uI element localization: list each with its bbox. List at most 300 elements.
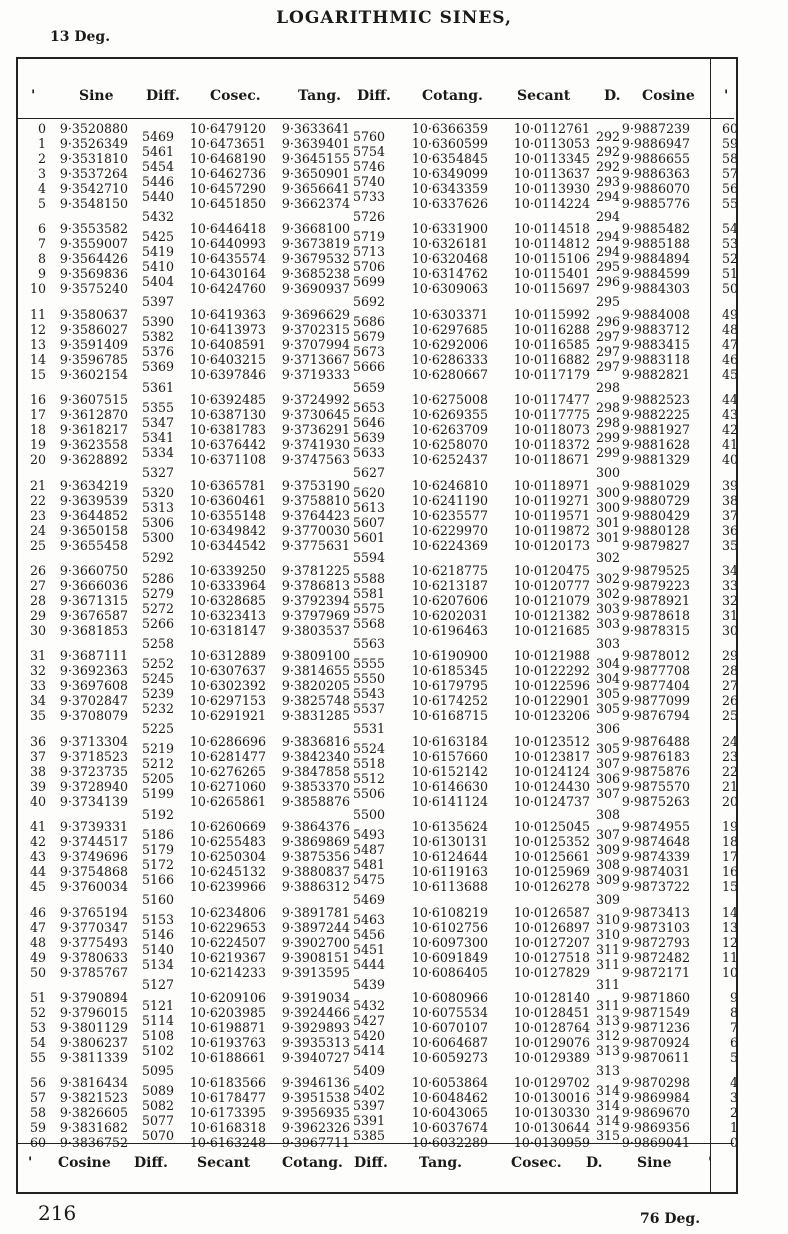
cotang-cell: 10·6246810 xyxy=(411,477,488,493)
d-cell: 301 xyxy=(596,515,621,531)
sine-cell: 9·3607515 xyxy=(59,392,128,408)
minutes_rev-cell: 41 xyxy=(721,437,738,453)
cosine-cell: 9·9883415 xyxy=(621,336,690,352)
diff1-cell: 5089 xyxy=(142,1082,175,1098)
cotang-cell: 10·6252437 xyxy=(411,452,488,468)
cosec-cell: 10·6413973 xyxy=(189,321,266,337)
minutes_rev-cell: 47 xyxy=(721,336,738,352)
d-cell: 292 xyxy=(596,158,621,174)
minutes-cell: 19 xyxy=(29,437,46,453)
tang-cell: 9·3902700 xyxy=(281,934,350,950)
minutes-cell: 17 xyxy=(29,407,46,423)
cosine-cell: 9·9883118 xyxy=(621,351,690,367)
cosine-cell: 9·9872171 xyxy=(621,964,690,980)
tang-cell: 9·3825748 xyxy=(281,693,350,709)
diff2-cell: 5397 xyxy=(353,1097,386,1113)
secant-cell: 10·0114812 xyxy=(513,236,590,252)
minutes_rev-cell: 31 xyxy=(721,608,738,623)
minutes-cell: 56 xyxy=(29,1075,46,1091)
cosine-cell: 9·9873722 xyxy=(621,879,690,895)
d-cell: 307 xyxy=(596,756,621,772)
cotang-cell: 10·6119163 xyxy=(411,864,488,880)
secant-cell: 10·0118372 xyxy=(513,437,590,453)
diff2-cell: 5581 xyxy=(353,585,386,601)
cosec-cell: 10·6318147 xyxy=(189,623,266,638)
minutes_rev-cell: 16 xyxy=(721,864,738,880)
minutes-cell: 35 xyxy=(29,708,46,724)
secant-cell: 10·0122292 xyxy=(513,663,590,679)
cotang-cell: 10·6059273 xyxy=(411,1050,488,1065)
d-cell: 315 xyxy=(596,1127,621,1143)
tang-cell: 9·3962326 xyxy=(281,1120,350,1136)
diff2-cell: 5391 xyxy=(353,1112,386,1128)
minutes_rev-cell: 5 xyxy=(729,1050,738,1065)
secant-cell: 10·0118971 xyxy=(513,477,590,493)
tang-cell: 9·3679532 xyxy=(281,251,350,267)
secant-cell: 10·0126897 xyxy=(513,919,590,935)
secant-cell: 10·0130959 xyxy=(513,1135,590,1151)
minutes-cell: 43 xyxy=(29,849,46,865)
diff2-cell: 5639 xyxy=(353,429,386,445)
cosine-cell: 9·9873413 xyxy=(621,904,690,920)
cosec-cell: 10·6188661 xyxy=(189,1050,266,1065)
cosine-cell: 9·9872482 xyxy=(621,949,690,965)
tang-cell: 9·3803537 xyxy=(281,623,350,638)
header-secant: Secant xyxy=(517,88,571,104)
cosec-cell: 10·6276265 xyxy=(189,763,266,779)
cosine-cell: 9·9874955 xyxy=(621,819,690,835)
minutes_rev-cell: 33 xyxy=(721,578,738,593)
cotang-cell: 10·6314762 xyxy=(411,266,488,282)
cosine-cell: 9·9884008 xyxy=(621,306,690,322)
diff2-cell: 5414 xyxy=(353,1042,386,1058)
minutes-cell: 6 xyxy=(37,221,46,237)
cosine-cell: 9·9871860 xyxy=(621,990,690,1005)
diff1-cell: 5225 xyxy=(142,721,175,737)
tang-cell: 9·3633641 xyxy=(281,121,350,136)
cosine-cell: 9·9880128 xyxy=(621,522,690,538)
cosine-cell: 9·9877404 xyxy=(621,678,690,694)
d-cell: 298 xyxy=(596,379,621,395)
cosec-cell: 10·6260669 xyxy=(189,819,266,835)
cosine-cell: 9·9876183 xyxy=(621,748,690,764)
diff2-cell: 5633 xyxy=(353,444,386,460)
cosec-cell: 10·6339250 xyxy=(189,563,266,578)
diff1-cell: 5192 xyxy=(142,806,175,822)
minutes_rev-cell: 21 xyxy=(721,778,738,794)
d-cell: 313 xyxy=(596,1062,621,1078)
minutes_rev-cell: 58 xyxy=(721,151,738,166)
minutes-cell: 21 xyxy=(29,477,46,493)
secant-cell: 10·0112761 xyxy=(513,121,590,136)
diff1-cell: 5454 xyxy=(142,158,175,174)
secant-cell: 10·0124430 xyxy=(513,778,590,794)
sine-cell: 9·3831682 xyxy=(59,1120,128,1136)
diff2-cell: 5620 xyxy=(353,485,386,501)
cosine-cell: 9·9886070 xyxy=(621,181,690,196)
cosine-cell: 9·9875263 xyxy=(621,793,690,809)
tang-cell: 9·3858876 xyxy=(281,793,350,809)
diff1-cell: 5232 xyxy=(142,700,175,716)
tang-cell: 9·3797969 xyxy=(281,608,350,623)
tang-cell: 9·3908151 xyxy=(281,949,350,965)
sine-cell: 9·3785767 xyxy=(59,964,128,980)
minutes-cell: 49 xyxy=(29,949,46,965)
minutes-cell: 14 xyxy=(29,351,46,367)
tang-cell: 9·3809100 xyxy=(281,648,350,664)
d-cell: 307 xyxy=(596,786,621,802)
d-cell: 294 xyxy=(596,243,621,259)
minutes_rev-cell: 18 xyxy=(721,834,738,850)
diff2-cell: 5402 xyxy=(353,1082,386,1098)
diff2-cell: 5481 xyxy=(353,856,386,872)
diff1-cell: 5361 xyxy=(142,379,175,395)
degree-bottom: 76 Deg. xyxy=(640,1211,701,1227)
cosine-cell: 9·9884303 xyxy=(621,281,690,297)
cosine-cell: 9·9875570 xyxy=(621,778,690,794)
diff1-cell: 5258 xyxy=(142,635,175,651)
diff2-cell: 5692 xyxy=(353,294,386,310)
minutes-cell: 15 xyxy=(29,366,46,382)
diff1-cell: 5127 xyxy=(142,977,175,993)
diff1-cell: 5355 xyxy=(142,399,175,415)
cosine-cell: 9·9879223 xyxy=(621,578,690,593)
cosine-cell: 9·9881029 xyxy=(621,477,690,493)
d-cell: 303 xyxy=(596,635,621,651)
diff1-cell: 5153 xyxy=(142,912,175,928)
sine-cell: 9·3702847 xyxy=(59,693,128,709)
cotang-cell: 10·6075534 xyxy=(411,1005,488,1020)
minutes-cell: 38 xyxy=(29,763,46,779)
minutes-cell: 33 xyxy=(29,678,46,694)
tang-cell: 9·3685238 xyxy=(281,266,350,282)
cosec-cell: 10·6365781 xyxy=(189,477,266,493)
d-cell: 308 xyxy=(596,856,621,872)
footer-d: D. xyxy=(586,1155,603,1171)
cotang-cell: 10·6043065 xyxy=(411,1105,488,1121)
minutes-cell: 30 xyxy=(29,623,46,638)
minutes-cell: 10 xyxy=(29,281,46,297)
diff2-cell: 5555 xyxy=(353,655,386,671)
cotang-cell: 10·6331900 xyxy=(411,221,488,237)
sine-cell: 9·3806237 xyxy=(59,1035,128,1050)
d-cell: 295 xyxy=(596,258,621,274)
cosine-cell: 9·9869041 xyxy=(621,1135,690,1151)
minutes_rev-cell: 46 xyxy=(721,351,738,367)
tang-cell: 9·3929893 xyxy=(281,1020,350,1035)
cosine-cell: 9·9878012 xyxy=(621,648,690,664)
cotang-cell: 10·6349099 xyxy=(411,166,488,181)
cosec-cell: 10·6392485 xyxy=(189,392,266,408)
footer-cotang: Cotang. xyxy=(282,1155,343,1171)
sine-cell: 9·3790894 xyxy=(59,990,128,1005)
cosec-cell: 10·6198871 xyxy=(189,1020,266,1035)
diff1-cell: 5272 xyxy=(142,600,175,616)
tang-cell: 9·3696629 xyxy=(281,306,350,322)
minutes-cell: 5 xyxy=(37,196,46,211)
d-cell: 302 xyxy=(596,550,621,566)
cosine-cell: 9·9879827 xyxy=(621,537,690,553)
diff1-cell: 5410 xyxy=(142,258,175,274)
secant-cell: 10·0126587 xyxy=(513,904,590,920)
minutes_rev-cell: 27 xyxy=(721,678,738,694)
secant-cell: 10·0120777 xyxy=(513,578,590,593)
page-number: 216 xyxy=(38,1201,77,1225)
cosine-cell: 9·9878921 xyxy=(621,593,690,608)
minutes-cell: 57 xyxy=(29,1090,46,1106)
cosec-cell: 10·6457290 xyxy=(189,181,266,196)
cotang-cell: 10·6303371 xyxy=(411,306,488,322)
cosec-cell: 10·6250304 xyxy=(189,849,266,865)
secant-cell: 10·0123206 xyxy=(513,708,590,724)
d-cell: 298 xyxy=(596,399,621,415)
secant-cell: 10·0125661 xyxy=(513,849,590,865)
tang-cell: 9·3940727 xyxy=(281,1050,350,1065)
minutes-cell: 24 xyxy=(29,522,46,538)
sine-cell: 9·3634219 xyxy=(59,477,128,493)
minutes_rev-cell: 37 xyxy=(721,507,738,523)
secant-cell: 10·0115992 xyxy=(513,306,590,322)
secant-cell: 10·0116882 xyxy=(513,351,590,367)
tang-cell: 9·3639401 xyxy=(281,136,350,151)
header-tang: Tang. xyxy=(298,88,341,104)
cotang-cell: 10·6113688 xyxy=(411,879,488,895)
diff2-cell: 5469 xyxy=(353,891,386,907)
diff2-cell: 5673 xyxy=(353,344,386,360)
diff1-cell: 5419 xyxy=(142,243,175,259)
minutes-cell: 9 xyxy=(37,266,46,282)
d-cell: 300 xyxy=(596,500,621,516)
cosec-cell: 10·6435574 xyxy=(189,251,266,267)
secant-cell: 10·0115106 xyxy=(513,251,590,267)
diff2-cell: 5550 xyxy=(353,670,386,686)
tang-cell: 9·3662374 xyxy=(281,196,350,211)
tang-cell: 9·3924466 xyxy=(281,1005,350,1020)
cotang-cell: 10·6292006 xyxy=(411,336,488,352)
minutes-cell: 47 xyxy=(29,919,46,935)
cosec-cell: 10·6239966 xyxy=(189,879,266,895)
sine-cell: 9·3623558 xyxy=(59,437,128,453)
d-cell: 309 xyxy=(596,871,621,887)
d-cell: 299 xyxy=(596,429,621,445)
cosine-cell: 9·9870298 xyxy=(621,1075,690,1091)
cotang-cell: 10·6202031 xyxy=(411,608,488,623)
minutes_rev-cell: 40 xyxy=(721,452,738,468)
minutes_rev-cell: 43 xyxy=(721,407,738,423)
cotang-cell: 10·6130131 xyxy=(411,834,488,850)
tang-cell: 9·3820205 xyxy=(281,678,350,694)
minutes_rev-cell: 0 xyxy=(729,1135,738,1151)
cosec-cell: 10·6229653 xyxy=(189,919,266,935)
secant-cell: 10·0115401 xyxy=(513,266,590,282)
tang-cell: 9·3951538 xyxy=(281,1090,350,1106)
cosine-cell: 9·9884599 xyxy=(621,266,690,282)
cotang-cell: 10·6086405 xyxy=(411,964,488,980)
sine-cell: 9·3718523 xyxy=(59,748,128,764)
secant-cell: 10·0116585 xyxy=(513,336,590,352)
d-cell: 300 xyxy=(596,464,621,480)
tang-cell: 9·3913595 xyxy=(281,964,350,980)
minutes-cell: 54 xyxy=(29,1035,46,1050)
minutes-cell: 50 xyxy=(29,964,46,980)
sine-cell: 9·3596785 xyxy=(59,351,128,367)
minutes-cell: 40 xyxy=(29,793,46,809)
cotang-cell: 10·6224369 xyxy=(411,537,488,553)
minutes-cell: 25 xyxy=(29,537,46,553)
diff2-cell: 5706 xyxy=(353,258,386,274)
diff2-cell: 5563 xyxy=(353,635,386,651)
tang-cell: 9·3719333 xyxy=(281,366,350,382)
minutes-cell: 52 xyxy=(29,1005,46,1020)
sine-cell: 9·3628892 xyxy=(59,452,128,468)
diff1-cell: 5390 xyxy=(142,314,175,330)
minutes-cell: 55 xyxy=(29,1050,46,1065)
header-d: D. xyxy=(604,88,621,104)
secant-cell: 10·0114518 xyxy=(513,221,590,237)
diff1-cell: 5286 xyxy=(142,570,175,586)
footer-minute-left: ' xyxy=(28,1155,33,1171)
d-cell: 305 xyxy=(596,685,621,701)
diff1-cell: 5172 xyxy=(142,856,175,872)
secant-cell: 10·0129389 xyxy=(513,1050,590,1065)
cosine-cell: 9·9875876 xyxy=(621,763,690,779)
diff2-cell: 5699 xyxy=(353,273,386,289)
sine-cell: 9·3723735 xyxy=(59,763,128,779)
cotang-cell: 10·6190900 xyxy=(411,648,488,664)
diff2-cell: 5754 xyxy=(353,143,386,159)
sine-cell: 9·3526349 xyxy=(59,136,128,151)
minutes_rev-cell: 17 xyxy=(721,849,738,865)
cosine-cell: 9·9869984 xyxy=(621,1090,690,1106)
cosec-cell: 10·6479120 xyxy=(189,121,266,136)
minutes-cell: 45 xyxy=(29,879,46,895)
diff2-cell: 5409 xyxy=(353,1062,386,1078)
cosec-cell: 10·6265861 xyxy=(189,793,266,809)
d-cell: 303 xyxy=(596,600,621,616)
cosec-cell: 10·6419363 xyxy=(189,306,266,322)
d-cell: 309 xyxy=(596,891,621,907)
minutes_rev-cell: 51 xyxy=(721,266,738,282)
tang-cell: 9·3946136 xyxy=(281,1075,350,1091)
cotang-cell: 10·6213187 xyxy=(411,578,488,593)
diff1-cell: 5140 xyxy=(142,942,175,958)
minutes_rev-cell: 36 xyxy=(721,522,738,538)
right-inner-rule xyxy=(710,57,711,1194)
minutes-cell: 39 xyxy=(29,778,46,794)
minutes_rev-cell: 56 xyxy=(721,181,738,196)
cosine-cell: 9·9887239 xyxy=(621,121,690,136)
secant-cell: 10·0121079 xyxy=(513,593,590,608)
tang-cell: 9·3956935 xyxy=(281,1105,350,1121)
minutes-cell: 23 xyxy=(29,507,46,523)
minutes-cell: 59 xyxy=(29,1120,46,1136)
sine-cell: 9·3713304 xyxy=(59,733,128,749)
diff2-cell: 5646 xyxy=(353,414,386,430)
cotang-cell: 10·6037674 xyxy=(411,1120,488,1136)
cotang-cell: 10·6091849 xyxy=(411,949,488,965)
sine-cell: 9·3816434 xyxy=(59,1075,128,1091)
page-title: LOGARITHMIC SINES, xyxy=(276,8,512,28)
diff1-cell: 5219 xyxy=(142,741,175,757)
cosine-cell: 9·9878315 xyxy=(621,623,690,638)
diff2-cell: 5487 xyxy=(353,841,386,857)
diff1-cell: 5292 xyxy=(142,550,175,566)
tang-cell: 9·3967711 xyxy=(281,1135,350,1151)
cosine-cell: 9·9869356 xyxy=(621,1120,690,1136)
diff2-cell: 5500 xyxy=(353,806,386,822)
tang-cell: 9·3919034 xyxy=(281,990,350,1005)
cosec-cell: 10·6473651 xyxy=(189,136,266,151)
sine-cell: 9·3739331 xyxy=(59,819,128,835)
minutes_rev-cell: 55 xyxy=(721,196,738,211)
diff2-cell: 5537 xyxy=(353,700,386,716)
cosine-cell: 9·9885482 xyxy=(621,221,690,237)
tang-cell: 9·3880837 xyxy=(281,864,350,880)
cosec-cell: 10·6163248 xyxy=(189,1135,266,1151)
minutes_rev-cell: 29 xyxy=(721,648,738,664)
header-minute-left: ' xyxy=(31,88,36,104)
tang-cell: 9·3713667 xyxy=(281,351,350,367)
diff2-cell: 5613 xyxy=(353,500,386,516)
cosine-cell: 9·9884894 xyxy=(621,251,690,267)
secant-cell: 10·0126278 xyxy=(513,879,590,895)
minutes-cell: 4 xyxy=(37,181,46,196)
cotang-cell: 10·6309063 xyxy=(411,281,488,297)
cosine-cell: 9·9880429 xyxy=(621,507,690,523)
tang-cell: 9·3897244 xyxy=(281,919,350,935)
minutes_rev-cell: 25 xyxy=(721,708,738,724)
secant-cell: 10·0122901 xyxy=(513,693,590,709)
cosine-cell: 9·9885188 xyxy=(621,236,690,252)
d-cell: 302 xyxy=(596,570,621,586)
cosine-cell: 9·9882821 xyxy=(621,366,690,382)
minutes_rev-cell: 38 xyxy=(721,492,738,508)
diff1-cell: 5341 xyxy=(142,429,175,445)
minutes_rev-cell: 45 xyxy=(721,366,738,382)
secant-cell: 10·0130644 xyxy=(513,1120,590,1136)
sine-cell: 9·3564426 xyxy=(59,251,128,267)
tang-cell: 9·3836816 xyxy=(281,733,350,749)
minutes-cell: 46 xyxy=(29,904,46,920)
sine-cell: 9·3650158 xyxy=(59,522,128,538)
sine-cell: 9·3836752 xyxy=(59,1135,128,1151)
d-cell: 308 xyxy=(596,806,621,822)
cosine-cell: 9·9879525 xyxy=(621,563,690,578)
diff1-cell: 5469 xyxy=(142,128,175,144)
cosec-cell: 10·6328685 xyxy=(189,593,266,608)
minutes_rev-cell: 13 xyxy=(721,919,738,935)
minutes_rev-cell: 28 xyxy=(721,663,738,679)
cosine-cell: 9·9876488 xyxy=(621,733,690,749)
diff1-cell: 5382 xyxy=(142,329,175,345)
d-cell: 302 xyxy=(596,585,621,601)
cotang-cell: 10·6241190 xyxy=(411,492,488,508)
cosec-cell: 10·6387130 xyxy=(189,407,266,423)
cosec-cell: 10·6381783 xyxy=(189,422,266,438)
minutes-cell: 44 xyxy=(29,864,46,880)
minutes-cell: 18 xyxy=(29,422,46,438)
cosec-cell: 10·6302392 xyxy=(189,678,266,694)
cotang-cell: 10·6064687 xyxy=(411,1035,488,1050)
diff2-cell: 5746 xyxy=(353,158,386,174)
secant-cell: 10·0130016 xyxy=(513,1090,590,1106)
sine-cell: 9·3811339 xyxy=(59,1050,128,1065)
cosine-cell: 9·9886655 xyxy=(621,151,690,166)
d-cell: 305 xyxy=(596,741,621,757)
sine-cell: 9·3644852 xyxy=(59,507,128,523)
header-cosec: Cosec. xyxy=(210,88,261,104)
cosine-cell: 9·9881628 xyxy=(621,437,690,453)
